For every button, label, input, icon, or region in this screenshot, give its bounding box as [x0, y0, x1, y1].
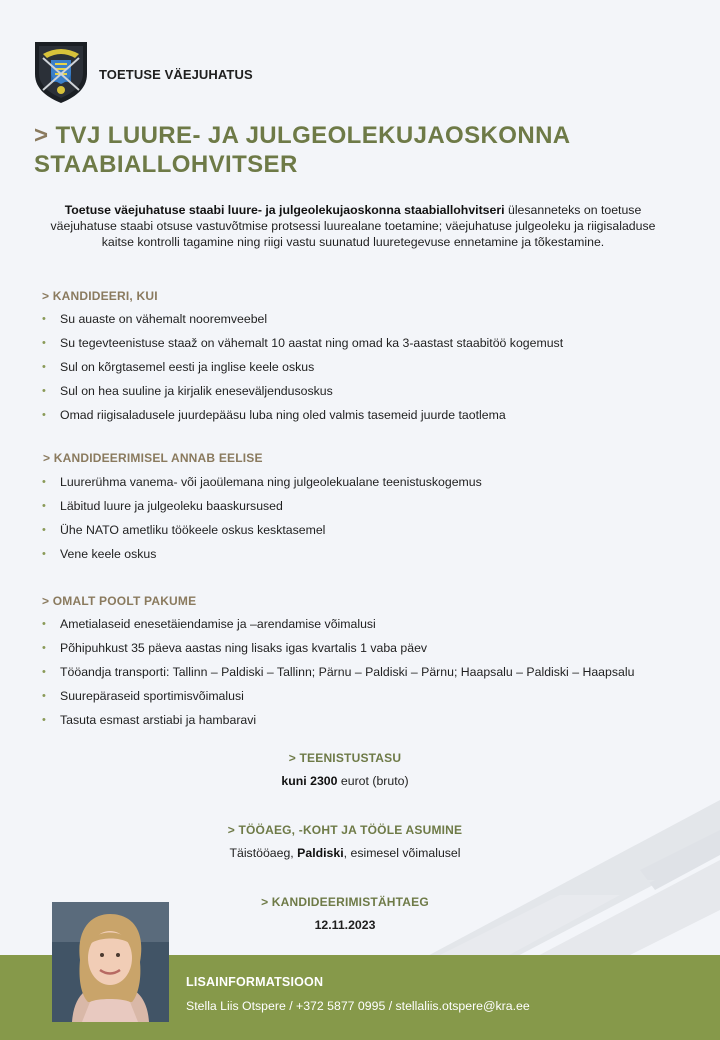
bullet-icon: • [42, 476, 46, 488]
bullet-icon: • [42, 548, 46, 560]
list-item [42, 311, 563, 327]
bullet-icon: • [42, 409, 46, 421]
section-heading-we-offer: > OMALT POOLT PAKUME [42, 594, 197, 608]
section-heading-apply-if: > KANDIDEERI, KUI [42, 289, 158, 303]
list-item [42, 712, 642, 728]
list-item [42, 498, 482, 514]
list-item [42, 359, 563, 375]
bullet-icon: • [42, 313, 46, 325]
deadline-heading: > KANDIDEERIMISTÄHTAEG [261, 895, 429, 909]
list-item-text: Omad riigisaladusele juurdepääsu luba ning oled valmis tasemeid juurde taotlema [60, 408, 506, 422]
salary-amount: kuni 2300 [281, 774, 338, 788]
salary-text [0, 774, 690, 788]
worktime-text [0, 846, 690, 860]
person-portrait-icon [52, 902, 169, 1022]
advantage-list [42, 474, 482, 562]
deadline-date: 12.11.2023 [314, 918, 376, 932]
list-item [42, 383, 563, 399]
bullet-icon: • [42, 618, 46, 630]
list-item [42, 335, 563, 351]
bullet-icon: • [42, 385, 46, 397]
list-item [42, 522, 482, 538]
bullet-icon: • [42, 642, 46, 654]
bullet-icon: • [42, 714, 46, 726]
list-item [42, 546, 482, 562]
worktime-place: Paldiski [297, 846, 344, 860]
list-item [42, 474, 482, 490]
list-item-text: Põhipuhkust 35 päeva aastas ning lisaks igas kvartalis 1 vaba päev [60, 641, 428, 655]
contact-text: Stella Liis Otspere / +372 5877 0995 / stellaliis.otspere@kra.ee [186, 999, 530, 1013]
bullet-icon: • [42, 524, 46, 536]
title-arrow: > [34, 122, 49, 149]
bullet-icon: • [42, 690, 46, 702]
crest-logo-icon [33, 40, 89, 104]
list-item-text: Sul on kõrgtasemel eesti ja inglise keele oskus [60, 360, 315, 374]
contact-heading: LISAINFORMATSIOON [186, 975, 324, 989]
salary-heading: > TEENISTUSTASU [288, 751, 402, 765]
list-item-text: Luurerühma vanema- või jaoülemana ning julgeolekualane teenistuskogemus [60, 475, 482, 489]
list-item [42, 688, 642, 704]
list-item-text: Ühe NATO ametliku töökeele oskus kesktasemel [60, 523, 326, 537]
list-item-text: Su auaste on vähemalt nooremveebel [60, 312, 268, 326]
title-text: TVJ LUURE- JA JULGEOLEKUJAOSKONNA STAABIALLOHVITSER [34, 122, 570, 178]
list-item [42, 640, 642, 656]
list-item-text: Läbitud luure ja julgeoleku baaskursused [60, 499, 283, 513]
bullet-icon: • [42, 361, 46, 373]
salary-suffix: eurot (bruto) [337, 774, 409, 788]
list-item [42, 407, 563, 423]
intro-rest: ülesanneteks on toetuse väejuhatuse staabi otsuse vastuvõtmise protsessi luurealane toetamine; väejuhatuse julgeoleku ja riigisaladuse kaitse kontrolli tagamine ning riigi vastu suunatud luuretegevuse ennetamine ja tõkestamine. [50, 203, 656, 249]
bullet-icon: • [42, 500, 46, 512]
intro-bold: Toetuse väejuhatuse staabi luure- ja julgeolekujaoskonna staabiallohvitseri [64, 203, 505, 217]
list-item-text: Su tegevteenistuse staaž on vähemalt 10 aastat ning omad ka 3-aastast staabitöö kogemust [60, 336, 564, 350]
page-title [34, 121, 674, 179]
section-heading-advantage: > KANDIDEERIMISEL ANNAB EELISE [43, 451, 263, 465]
list-item [42, 664, 642, 680]
list-item-text: Suurepäraseid sportimisvõimalusi [60, 689, 244, 703]
list-item [42, 616, 642, 632]
contact-photo [52, 902, 169, 1022]
list-item-text: Tasuta esmast arstiabi ja hambaravi [60, 713, 257, 727]
worktime-suffix: , esimesel võimalusel [343, 846, 461, 860]
list-item-text: Sul on hea suuline ja kirjalik eneseväljendusoskus [60, 384, 333, 398]
list-item-text: Ametialaseid enesetäiendamise ja –arendamise võimalusi [60, 617, 376, 631]
apply-if-list [42, 311, 563, 423]
we-offer-list [42, 616, 642, 728]
worktime-heading: > TÖÖAEG, -KOHT JA TÖÖLE ASUMINE [227, 823, 463, 837]
list-item-text: Tööandja transporti: Tallinn – Paldiski – Tallinn; Pärnu – Paldiski – Pärnu; Haapsalu – Paldiski – Haapsalu [60, 665, 635, 679]
bullet-icon: • [42, 666, 46, 678]
worktime-prefix: Täistööaeg, [229, 846, 298, 860]
bullet-icon: • [42, 337, 46, 349]
list-item-text: Vene keele oskus [60, 547, 157, 561]
organization-name: TOETUSE VÄEJUHATUS [99, 67, 253, 82]
intro-paragraph [48, 202, 658, 250]
